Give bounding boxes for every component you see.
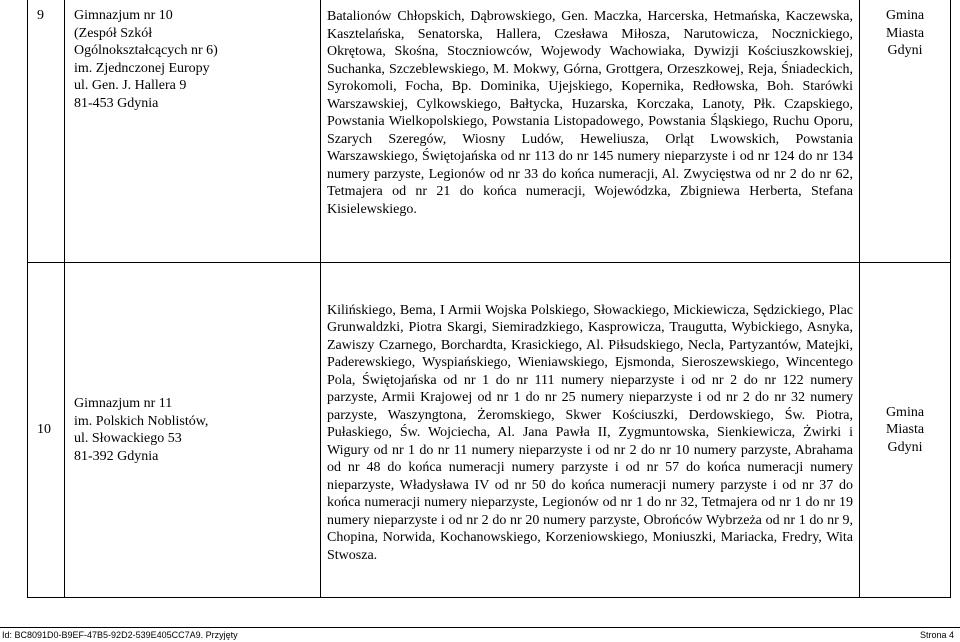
school-line: Ogólnokształcących nr 6) — [74, 43, 218, 58]
page-footer — [0, 627, 960, 640]
school-cell — [65, 263, 321, 598]
school-line: Gimnazjum nr 11 — [74, 396, 173, 411]
gmina-line: Gdyni — [887, 439, 923, 455]
table-row — [28, 263, 951, 598]
gmina-line: Gdyni — [887, 43, 923, 58]
table-row — [28, 0, 951, 263]
school-line: im. Zjednczonej Europy — [74, 60, 210, 76]
school-districts-table — [27, 0, 951, 598]
gmina-line: Miasta — [885, 422, 925, 438]
school-line: ul. Gen. J. Hallera 9 — [74, 78, 187, 93]
streets-cell: Batalionów Chłopskich, Dąbrowskiego, Gen. Maczka, Harcerska, Hetmańska, Kaczewska, Kasztelańska, Senatorska, Hallera, Czesława Miłosza, Narutowicza, Nocznickiego, Okrętowa, Skośna, Stoczniowców, Wojewody Wachowiaka, Dywizji Kościuszkowskiej, Suchanka, Szczeblewskiego, M. Mokwy, Górna, Grottgera, Orzeszkowej, Reja, Śniadeckich, Syrokomoli, Focha, Bp. Dominika, Ujejskiego, Kopernika, Redłowska, Boh. Starówki Warszawskiej, Cylkowskiego, Bałtycka, Huzarska, Korczaka, Lanoty, Płk. Czapskiego, Powstania Wielkopolskiego, Powstania Listopadowego, Powstania Śląskiego, Ruchu Oporu, Szarych Szeregów, Wiosny Ludów, Heweliusza, Orląt Lwowskich, Powstania Warszawskiego, Świętojańska od nr 113 do nr 145 numery nieparzyste i od nr 124 do nr 134 numery parzyste, Legionów od nr 33 do końca numeracji, Al. Zwycięstwa od nr 2 do nr 62, Tetmajera od nr 21 do końca numeracji, Wojewódzka, Zbigniewa Herberta, Stefana Kisielewskiego. — [321, 0, 860, 263]
school-line: im. Polskich Noblistów, — [74, 413, 209, 429]
page-number: Strona 4 — [919, 630, 954, 640]
school-line: (Zespół Szkół — [74, 25, 153, 41]
gmina-cell — [860, 263, 951, 598]
school-line: 81-392 Gdynia — [74, 448, 159, 464]
school-cell — [65, 0, 321, 263]
gmina-cell — [860, 0, 951, 263]
school-line: Gimnazjum nr 10 — [74, 8, 173, 23]
school-line: 81-453 Gdynia — [74, 95, 159, 111]
row-number: 9 — [28, 0, 65, 263]
gmina-line: Gmina — [885, 404, 925, 420]
document-id: Id: BC8091D0-B9EF-47B5-92D2-539E405CC7A9. Przyjęty — [2, 630, 238, 640]
streets-cell: Kilińskiego, Bema, I Armii Wojska Polskiego, Słowackiego, Mickiewicza, Sędzickiego, Plac Grunwaldzki, Piotra Skargi, Siemiradzkiego, Kasprowicza, Traugutta, Wybickiego, Asnyka, Zawiszy Czarnego, Borchardta, Krasickiego, Al. Piłsudskiego, Necla, Partyzantów, Matejki, Paderewskiego, Wyspiańskiego, Wieniawskiego, Ejsmonda, Sieroszewskiego, Wincentego Pola, Świętojańska od nr 1 do nr 111 numery nieparzyste i od nr 2 do nr 122 numery parzyste, Armii Krajowej od nr 1 do nr 25 numery nieparzyste i od nr 2 do nr 32 numery parzyste, Waszyngtona, Żeromskiego, Skwer Kościuszki, Derdowskiego, Św. Piotra, Pułaskiego, Św. Wojciecha, Al. Jana Pawła II, Zygmuntowska, Sienkiewicza, Żwirki i Wigury od nr 1 do nr 11 numery nieparzyste i od nr 2 do nr 10 numery parzyste, Abrahama od nr 48 do końca numeracji numery parzyste i od nr 57 do końca numeracji numery nieparzyste, Władysława IV od nr 50 do końca numeracji numery parzyste i od nr 37 do końca numeracji numery nieparzyste, Legionów od nr 1 do nr 32, Tetmajera od nr 1 do nr 19 numery nieparzyste i od nr 2 do nr 20 numery parzyste, Obrońców Wybrzeża od nr 1 do nr 9, Chopina, Norwida, Kochanowskiego, Korzeniowskiego, Moniuszki, Mariacka, Fredry, Wita Stwosza. — [321, 263, 860, 598]
school-line: ul. Słowackiego 53 — [74, 431, 182, 446]
row-number: 10 — [28, 263, 65, 598]
gmina-line: Miasta — [885, 25, 925, 41]
gmina-line: Gmina — [885, 8, 925, 23]
